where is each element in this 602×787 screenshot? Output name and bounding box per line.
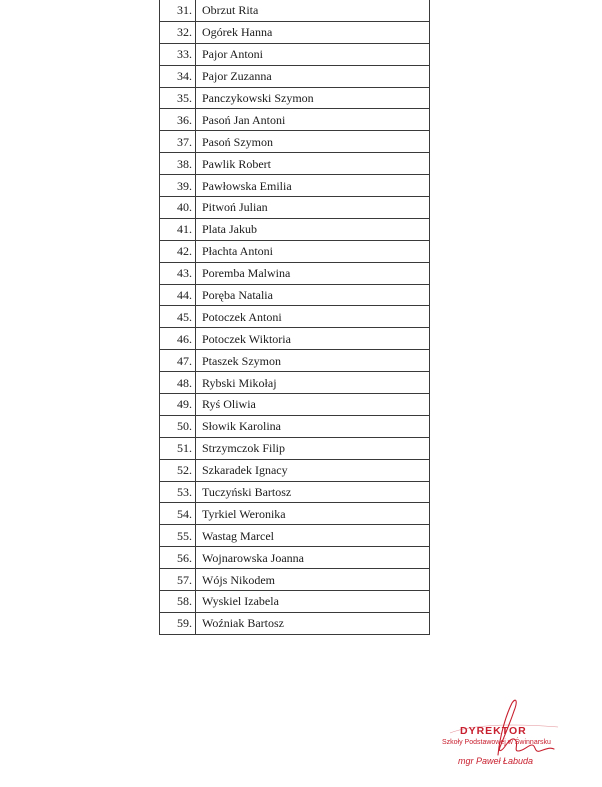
row-number: 31. [160, 0, 196, 21]
row-number: 35. [160, 87, 196, 109]
stamp-person: mgr Paweł Łabuda [458, 756, 534, 766]
table-row [160, 569, 430, 591]
row-number: 38. [160, 153, 196, 175]
student-list-table [159, 0, 430, 635]
student-name: Poremba Malwina [196, 262, 430, 284]
table-row [160, 262, 430, 284]
student-name: Poręba Natalia [196, 284, 430, 306]
table-row [160, 153, 430, 175]
row-number: 45. [160, 306, 196, 328]
table-row [160, 547, 430, 569]
student-name: Płachta Antoni [196, 240, 430, 262]
table-row [160, 87, 430, 109]
table-row [160, 525, 430, 547]
row-number: 58. [160, 591, 196, 613]
student-name: Wojnarowska Joanna [196, 547, 430, 569]
table-row [160, 43, 430, 65]
row-number: 57. [160, 569, 196, 591]
table-row [160, 306, 430, 328]
row-number: 47. [160, 350, 196, 372]
table-row [160, 240, 430, 262]
student-name: Pasoń Szymon [196, 131, 430, 153]
row-number: 34. [160, 65, 196, 87]
director-stamp [440, 695, 580, 780]
table-row [160, 612, 430, 634]
student-name: Ogórek Hanna [196, 21, 430, 43]
table-row [160, 197, 430, 219]
row-number: 56. [160, 547, 196, 569]
row-number: 51. [160, 437, 196, 459]
row-number: 42. [160, 240, 196, 262]
row-number: 48. [160, 372, 196, 394]
student-name: Rybski Mikołaj [196, 372, 430, 394]
student-name: Plata Jakub [196, 218, 430, 240]
row-number: 44. [160, 284, 196, 306]
student-name: Tuczyński Bartosz [196, 481, 430, 503]
table-row [160, 437, 430, 459]
table-row [160, 65, 430, 87]
student-name: Wyskiel Izabela [196, 591, 430, 613]
row-number: 39. [160, 175, 196, 197]
row-number: 52. [160, 459, 196, 481]
student-name: Pasoń Jan Antoni [196, 109, 430, 131]
table-row [160, 415, 430, 437]
student-name: Panczykowski Szymon [196, 87, 430, 109]
student-name: Wójs Nikodem [196, 569, 430, 591]
table-row [160, 175, 430, 197]
table-row [160, 394, 430, 416]
student-list-body [160, 0, 430, 634]
student-name: Słowik Karolina [196, 415, 430, 437]
student-name: Pawłowska Emilia [196, 175, 430, 197]
table-row [160, 109, 430, 131]
row-number: 54. [160, 503, 196, 525]
row-number: 53. [160, 481, 196, 503]
student-name: Pitwoń Julian [196, 197, 430, 219]
row-number: 32. [160, 21, 196, 43]
student-name: Woźniak Bartosz [196, 612, 430, 634]
student-name: Strzymczok Filip [196, 437, 430, 459]
table-row [160, 459, 430, 481]
row-number: 50. [160, 415, 196, 437]
table-row [160, 591, 430, 613]
row-number: 41. [160, 218, 196, 240]
row-number: 55. [160, 525, 196, 547]
row-number: 40. [160, 197, 196, 219]
student-name: Wastag Marcel [196, 525, 430, 547]
row-number: 33. [160, 43, 196, 65]
table-row [160, 131, 430, 153]
student-name: Obrzut Rita [196, 0, 430, 21]
student-name: Ptaszek Szymon [196, 350, 430, 372]
row-number: 37. [160, 131, 196, 153]
table-row [160, 372, 430, 394]
student-name: Ryś Oliwia [196, 394, 430, 416]
row-number: 36. [160, 109, 196, 131]
table-row [160, 328, 430, 350]
table-row [160, 0, 430, 21]
table-row [160, 481, 430, 503]
student-name: Szkaradek Ignacy [196, 459, 430, 481]
student-name: Pawlik Robert [196, 153, 430, 175]
student-name: Pajor Zuzanna [196, 65, 430, 87]
student-name: Potoczek Antoni [196, 306, 430, 328]
student-name: Pajor Antoni [196, 43, 430, 65]
table-row [160, 218, 430, 240]
row-number: 43. [160, 262, 196, 284]
signature-graphic [440, 695, 580, 780]
row-number: 49. [160, 394, 196, 416]
student-name: Tyrkiel Weronika [196, 503, 430, 525]
stamp-title: DYREKTOR [460, 725, 527, 737]
stamp-school: Szkoły Podstawowej w Świnnarsku [442, 739, 551, 746]
table-row [160, 503, 430, 525]
row-number: 59. [160, 612, 196, 634]
row-number: 46. [160, 328, 196, 350]
student-name: Potoczek Wiktoria [196, 328, 430, 350]
table-row [160, 350, 430, 372]
table-row [160, 21, 430, 43]
table-row [160, 284, 430, 306]
